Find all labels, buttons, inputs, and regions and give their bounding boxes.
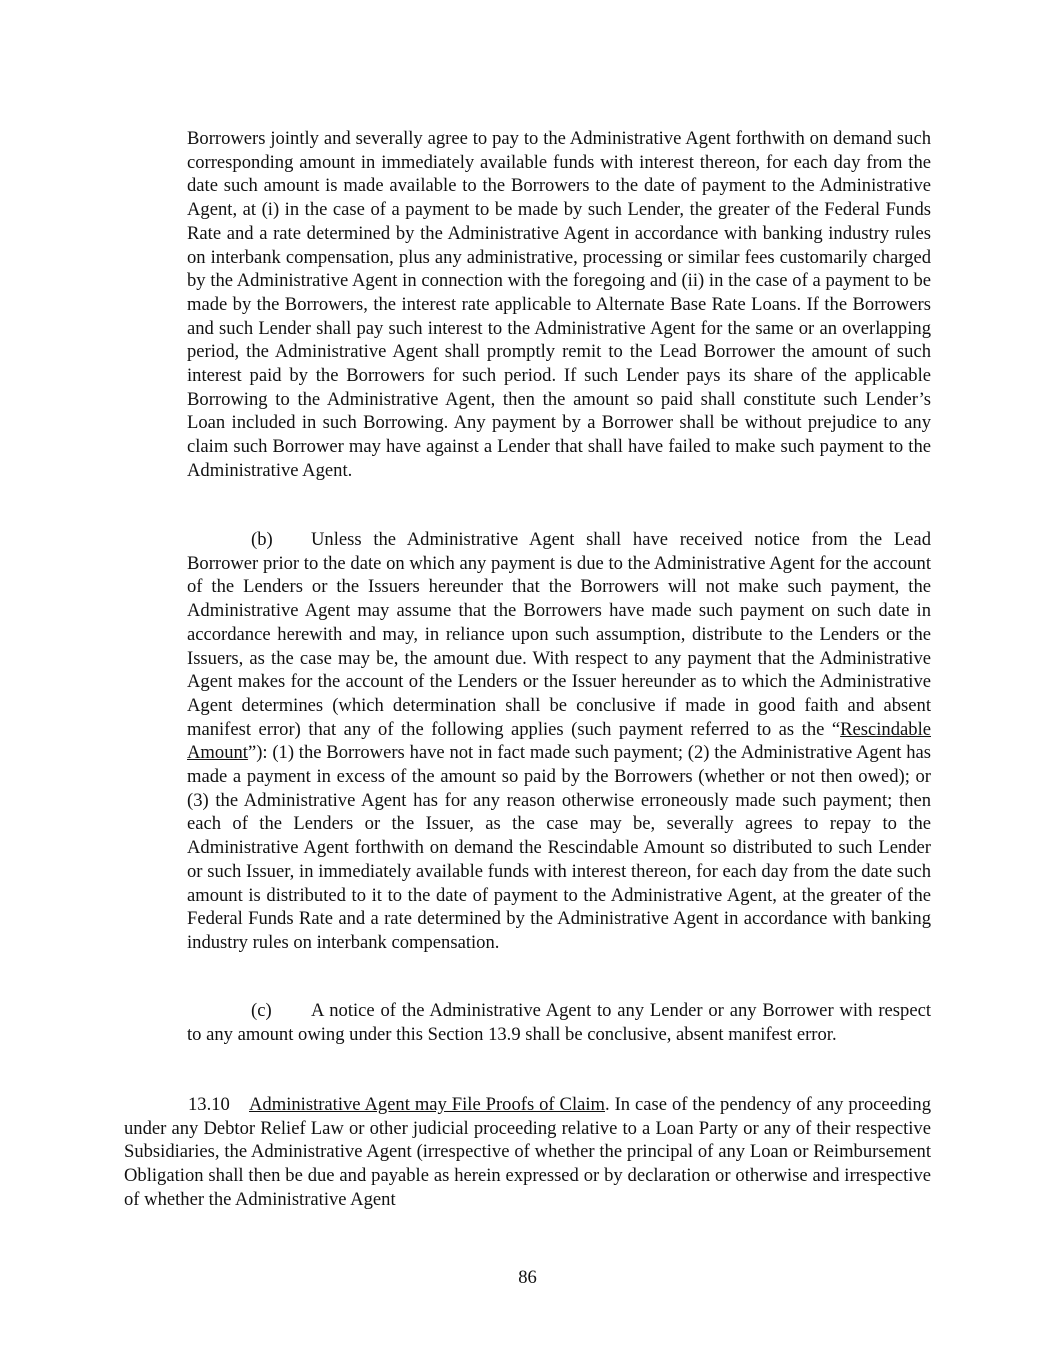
paragraph-b-text-2: ”): (1) the Borrowers have not in fact made such payment; (2) the Administrative Agent has made a payment in excess of the amount so paid by the Borrowers (whether or not then owed); or (3) the Administrative Agent has for any reason otherwise erroneously made such payment; then each of the Lenders or the Issuer, as the case may be, severally agrees to repay to the Administrative Agent forthwith on demand the Rescindable Amount so distributed to such Lender or such Issuer, in immediately available funds with interest thereon, for each day from the date such amount is distributed to it to the date of payment to the Administrative Agent, at the greater of the Federal Funds Rate and a rate determined by the Administrative Agent in accordance with banking industry rules on interbank compensation.	[187, 742, 931, 953]
section-13-10	[124, 1093, 931, 1212]
paragraph-c-text: A notice of the Administrative Agent to any Lender or any Borrower with respect to any amount owing under this Section 13.9 shall be conclusive, absent manifest error.	[187, 1000, 931, 1045]
paragraph-c	[187, 999, 931, 1046]
paragraph-b-marker: (b)	[251, 529, 273, 550]
paragraph-b-text-1: Unless the Administrative Agent shall have received notice from the Lead Borrower prior to the date on which any payment is due to the Administrative Agent for the account of the Lenders or the Issuers hereunder that the Borrowers will not make such payment, the Administrative Agent may assume that the Borrowers have made such payment on such date in accordance herewith and may, in reliance upon such assumption, distribute to the Lenders or the Issuers, as the case may be, the amount due. With respect to any payment that the Administrative Agent makes for the account of the Lenders or the Issuer hereunder as to which the Administrative Agent determines (which determination shall be conclusive if made in good faith and absent manifest error) that any of the following applies (such payment referred to as the “	[187, 529, 931, 740]
section-heading-period: .	[605, 1094, 610, 1115]
paragraph-a-continuation: Borrowers jointly and severally agree to pay to the Administrative Agent forthwith on demand such corresponding amount in immediately available funds with interest thereon, for each day from the date such amount is made available to the Borrowers to the date of payment to the Administrative Agent, at (i) in the case of a payment to be made by such Lender, the greater of the Federal Funds Rate and a rate determined by the Administrative Agent in accordance with banking industry rules on interbank compensation, plus any administrative, processing or similar fees customarily charged by the Administrative Agent in connection with the foregoing and (ii) in the case of a payment to be made by the Borrowers, the interest rate applicable to Alternate Base Rate Loans. If the Borrowers and such Lender shall pay such interest to the Administrative Agent for the same or an overlapping period, the Administrative Agent shall promptly remit to the Lead Borrower the amount of such interest paid by the Borrowers for such period. If such Lender pays its share of the applicable Borrowing to the Administrative Agent, then the amount so paid shall constitute such Lender’s Loan included in such Borrowing. Any payment by a Borrower shall be without prejudice to any claim such Borrower may have against a Lender that shall have failed to make such payment to the Administrative Agent.	[187, 128, 931, 481]
page-number: 86	[518, 1267, 537, 1288]
paragraph-b	[187, 528, 931, 955]
section-number: 13.10	[188, 1094, 230, 1115]
paragraph-c-marker: (c)	[251, 1000, 272, 1021]
section-13-10-text: In case of the pendency of any proceeding under any Debtor Relief Law or other judicial proceeding relative to a Loan Party or any of their respective Subsidiaries, the Administrative Agent (irrespective of whether the principal of any Loan or Reimbursement Obligation shall then be due and payable as herein expressed or by declaration or otherwise and irrespective of whether the Administrative Agent	[124, 1094, 931, 1210]
defined-term-rescindable-amount: Rescindable Amount	[187, 718, 931, 764]
section-heading: Administrative Agent may File Proofs of Claim	[249, 1094, 605, 1115]
